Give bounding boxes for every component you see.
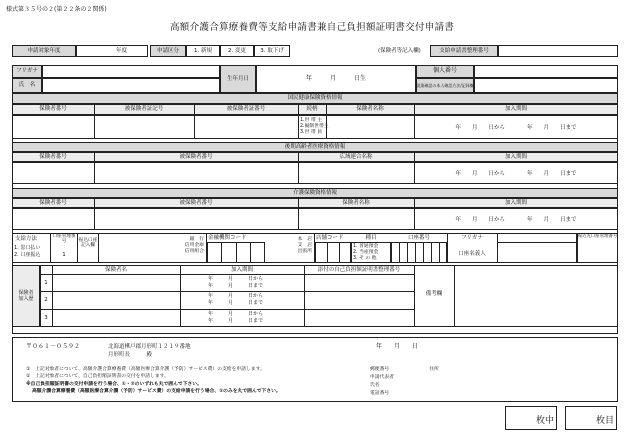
remarks-label: 備考欄: [425, 291, 443, 297]
serial-label-box: [430, 45, 498, 57]
window-id-label: 口座管理番号: [52, 234, 76, 245]
form-number: 様式第３５号の２(第２２条の２関係): [6, 6, 107, 13]
branch-code-label: 店舗コード: [316, 235, 344, 241]
elderly-period-value: 年 月 日から 年 月 日まで: [455, 171, 577, 177]
window-id-value: 1: [62, 252, 66, 258]
dob-label: 生年月日: [226, 75, 249, 82]
holder-input[interactable]: [497, 233, 577, 263]
note-1: ① 上記対象者について、高額介護合算療養費（高額医療合算介護（予防）サービス費）の支給を申請します。: [26, 367, 265, 372]
branch-type-options[interactable]: [268, 237, 312, 256]
category-change[interactable]: [220, 45, 254, 57]
notes: [26, 366, 281, 396]
bank-type-bank: 銀 行: [189, 237, 204, 242]
personal-no-label-box: [416, 65, 474, 78]
bank-type-kumiai: 信用組合: [184, 249, 204, 255]
row2-from: 年 月 日から: [208, 293, 264, 299]
account-type-options: [353, 244, 378, 262]
insured-col-cert: 添付の自己負担額証明書整理番号: [317, 267, 401, 273]
page-current-box[interactable]: [565, 406, 617, 430]
year-label: 申請対象年度: [27, 47, 61, 54]
category-new[interactable]: [186, 45, 220, 57]
holder-label: 口座名義人: [458, 251, 486, 257]
note-3: ※自己負担額証明書の交付申請を行う場合、①・②のいずれも丸で囲んで下さい。: [26, 381, 202, 387]
nhi-col-card-symbol: 被保険者証記号: [124, 106, 164, 112]
holder-furigana-label: フリガナ: [461, 235, 483, 241]
category-change-label: 2. 変更: [228, 47, 246, 54]
elderly-col-period: 加入期間: [504, 154, 527, 160]
fin-code-label: 金融機関コード: [208, 235, 247, 241]
mayor-address: 月形町長 殿: [108, 352, 153, 358]
care-col-insurer-name: 保険者名称: [342, 200, 370, 206]
elderly-section-header: [12, 142, 618, 152]
nhi-col-insurer-name: 保険者名称: [356, 106, 384, 112]
category-new-label: 1. 新規: [194, 47, 212, 54]
office-address: 北海道樺戸郡月形町１２１９番地: [108, 344, 191, 350]
furigana-input[interactable]: [42, 65, 220, 78]
page-total-box[interactable]: [505, 406, 557, 430]
relation-member: 3.世 帯 員: [300, 129, 323, 135]
payment-method-label: 支給方法: [15, 236, 38, 242]
row2-to: 年 月 日まで: [208, 299, 264, 306]
branch-office: 出張所: [297, 249, 312, 255]
insured-history-label-box: [12, 265, 40, 327]
category-withdraw-label: 3. 取下げ: [260, 47, 284, 54]
insured-col-period: 加入期間: [230, 267, 253, 273]
personal-no-input[interactable]: [474, 65, 618, 78]
form-title: 高額介護合算療養費等支給申請書兼自己負担額証明書交付申請書: [170, 22, 455, 33]
dob-input[interactable]: [256, 65, 416, 93]
insured-row-1-period[interactable]: [208, 276, 263, 289]
nhi-col-card-number: 被保険者証番号: [226, 106, 266, 112]
nhi-col-relation: 続柄: [306, 106, 318, 112]
insured-row-2-no: 2: [44, 297, 48, 303]
furigana-label-box: [12, 65, 42, 78]
elderly-col-insured-no: 被保険者番号: [179, 154, 213, 160]
transfer-section-label: 振込口座記入欄: [78, 238, 98, 249]
row1-to: 年 月 日まで: [208, 282, 264, 289]
branch-main: 本 店: [297, 237, 312, 242]
category-label-box: [150, 45, 186, 57]
account-no-label: 口座番号: [407, 235, 430, 241]
dob-label-box: [220, 65, 256, 93]
postal-code: 〒０６１－０５９２: [26, 343, 81, 350]
category-label: 申請区分: [156, 47, 179, 54]
year-suffix: 年度: [115, 48, 127, 54]
care-col-period: 加入期間: [504, 200, 527, 206]
branch-code-input[interactable]: [315, 242, 351, 263]
row3-from: 年 月 日から: [208, 311, 264, 317]
row1-from: 年 月 日から: [208, 276, 264, 282]
dob-value: 年 月 日生: [305, 74, 366, 82]
elderly-section-title: 後期高齢者医療資格情報: [284, 143, 346, 150]
phone-label: 電話番号: [370, 391, 390, 397]
care-col-insured-no: 被保険者番号: [179, 200, 213, 206]
insured-col-name: 保険者名: [104, 267, 127, 273]
insured-row-2-period[interactable]: [208, 293, 263, 306]
nhi-relation-options[interactable]: [300, 118, 329, 136]
method-transfer: 2. 口座振込: [14, 251, 41, 258]
name-label-box: [12, 78, 42, 93]
applicant-label: 申請代表者: [370, 375, 394, 381]
insured-row-3-no: 3: [44, 315, 48, 321]
note-2: ② 上記対象者について、自己負担額証明書の交付を申請します。: [26, 374, 169, 380]
nhi-section-header: [12, 93, 618, 104]
note-4: 高額介護合算療養費（高額医療合算介護（予防）サービス費）の支給申請を行う場合、①のみを丸で囲んで下さい。: [32, 389, 281, 395]
bank-type-options[interactable]: [160, 237, 204, 256]
care-period-value: 年 月 日から 年 月 日まで: [455, 217, 577, 223]
payment-method-options[interactable]: [14, 245, 40, 258]
page-current-label: 枚目: [595, 416, 614, 426]
type-ordinary: 1. 普通預金: [353, 244, 379, 249]
serial-label: 支給申請書整理番号: [439, 47, 489, 54]
bank-type-shinkin: 信用金庫: [184, 243, 204, 249]
type-other: 3. そ の 他: [353, 255, 377, 261]
furigana-label: フリガナ: [16, 68, 38, 75]
applicant-block[interactable]: [370, 366, 439, 399]
type-current: 2. 当座預金: [353, 249, 379, 255]
category-withdraw[interactable]: [254, 45, 290, 57]
branch-branch: 支 店: [297, 243, 312, 249]
row3-to: 年 月 日まで: [208, 317, 264, 324]
page-total-label: 枚中: [535, 416, 554, 426]
insured-row-1-no: 1: [44, 280, 48, 286]
year-label-box: [12, 45, 76, 57]
serial-input[interactable]: [498, 45, 618, 57]
transfer-mgmt-label: 振込先口座管理番号: [577, 234, 618, 239]
application-date[interactable]: 年 月 日: [376, 343, 419, 350]
personal-no-label: 個人番号: [432, 67, 457, 75]
care-col-insurer-no: 保険者番号: [39, 200, 67, 206]
account-type-label: 種目: [365, 235, 377, 241]
nhi-col-insurer-no: 保険者番号: [39, 106, 67, 112]
relation-head: 1.世 帯 主: [300, 118, 323, 123]
elderly-col-insurer-no: 保険者番号: [39, 154, 67, 160]
applicant-name-label: 氏名: [370, 383, 380, 389]
insurer-fill-note: (保険者等記入欄): [378, 48, 421, 54]
exam-box-label: 就業確認の本人確認方法/記録欄: [416, 82, 474, 88]
care-section-header: [12, 188, 618, 198]
name-label: 氏 名: [18, 82, 36, 89]
method-window: 1. 窓口払い: [14, 245, 41, 251]
nhi-section-title: 国民健康保険資格情報: [287, 95, 343, 102]
post-no-label: 郵便番号: [370, 367, 390, 372]
insured-history-label: 保険者加入歴: [18, 289, 34, 302]
addr-label: 住所: [429, 367, 439, 372]
relation-proxy-head: 2.擬制世帯主: [300, 123, 329, 129]
year-input[interactable]: [76, 45, 148, 57]
nhi-period-value: 年 月 日から 年 月 日まで: [455, 125, 577, 131]
elderly-col-union: 広域連合名称: [339, 154, 373, 160]
care-section-title: 介護保険資格情報: [292, 189, 337, 196]
insured-row-3-period[interactable]: [208, 311, 263, 324]
exam-input[interactable]: [474, 78, 618, 93]
exam-box: [416, 78, 474, 93]
name-input[interactable]: [42, 78, 220, 93]
nhi-col-period: 加入期間: [504, 106, 527, 112]
